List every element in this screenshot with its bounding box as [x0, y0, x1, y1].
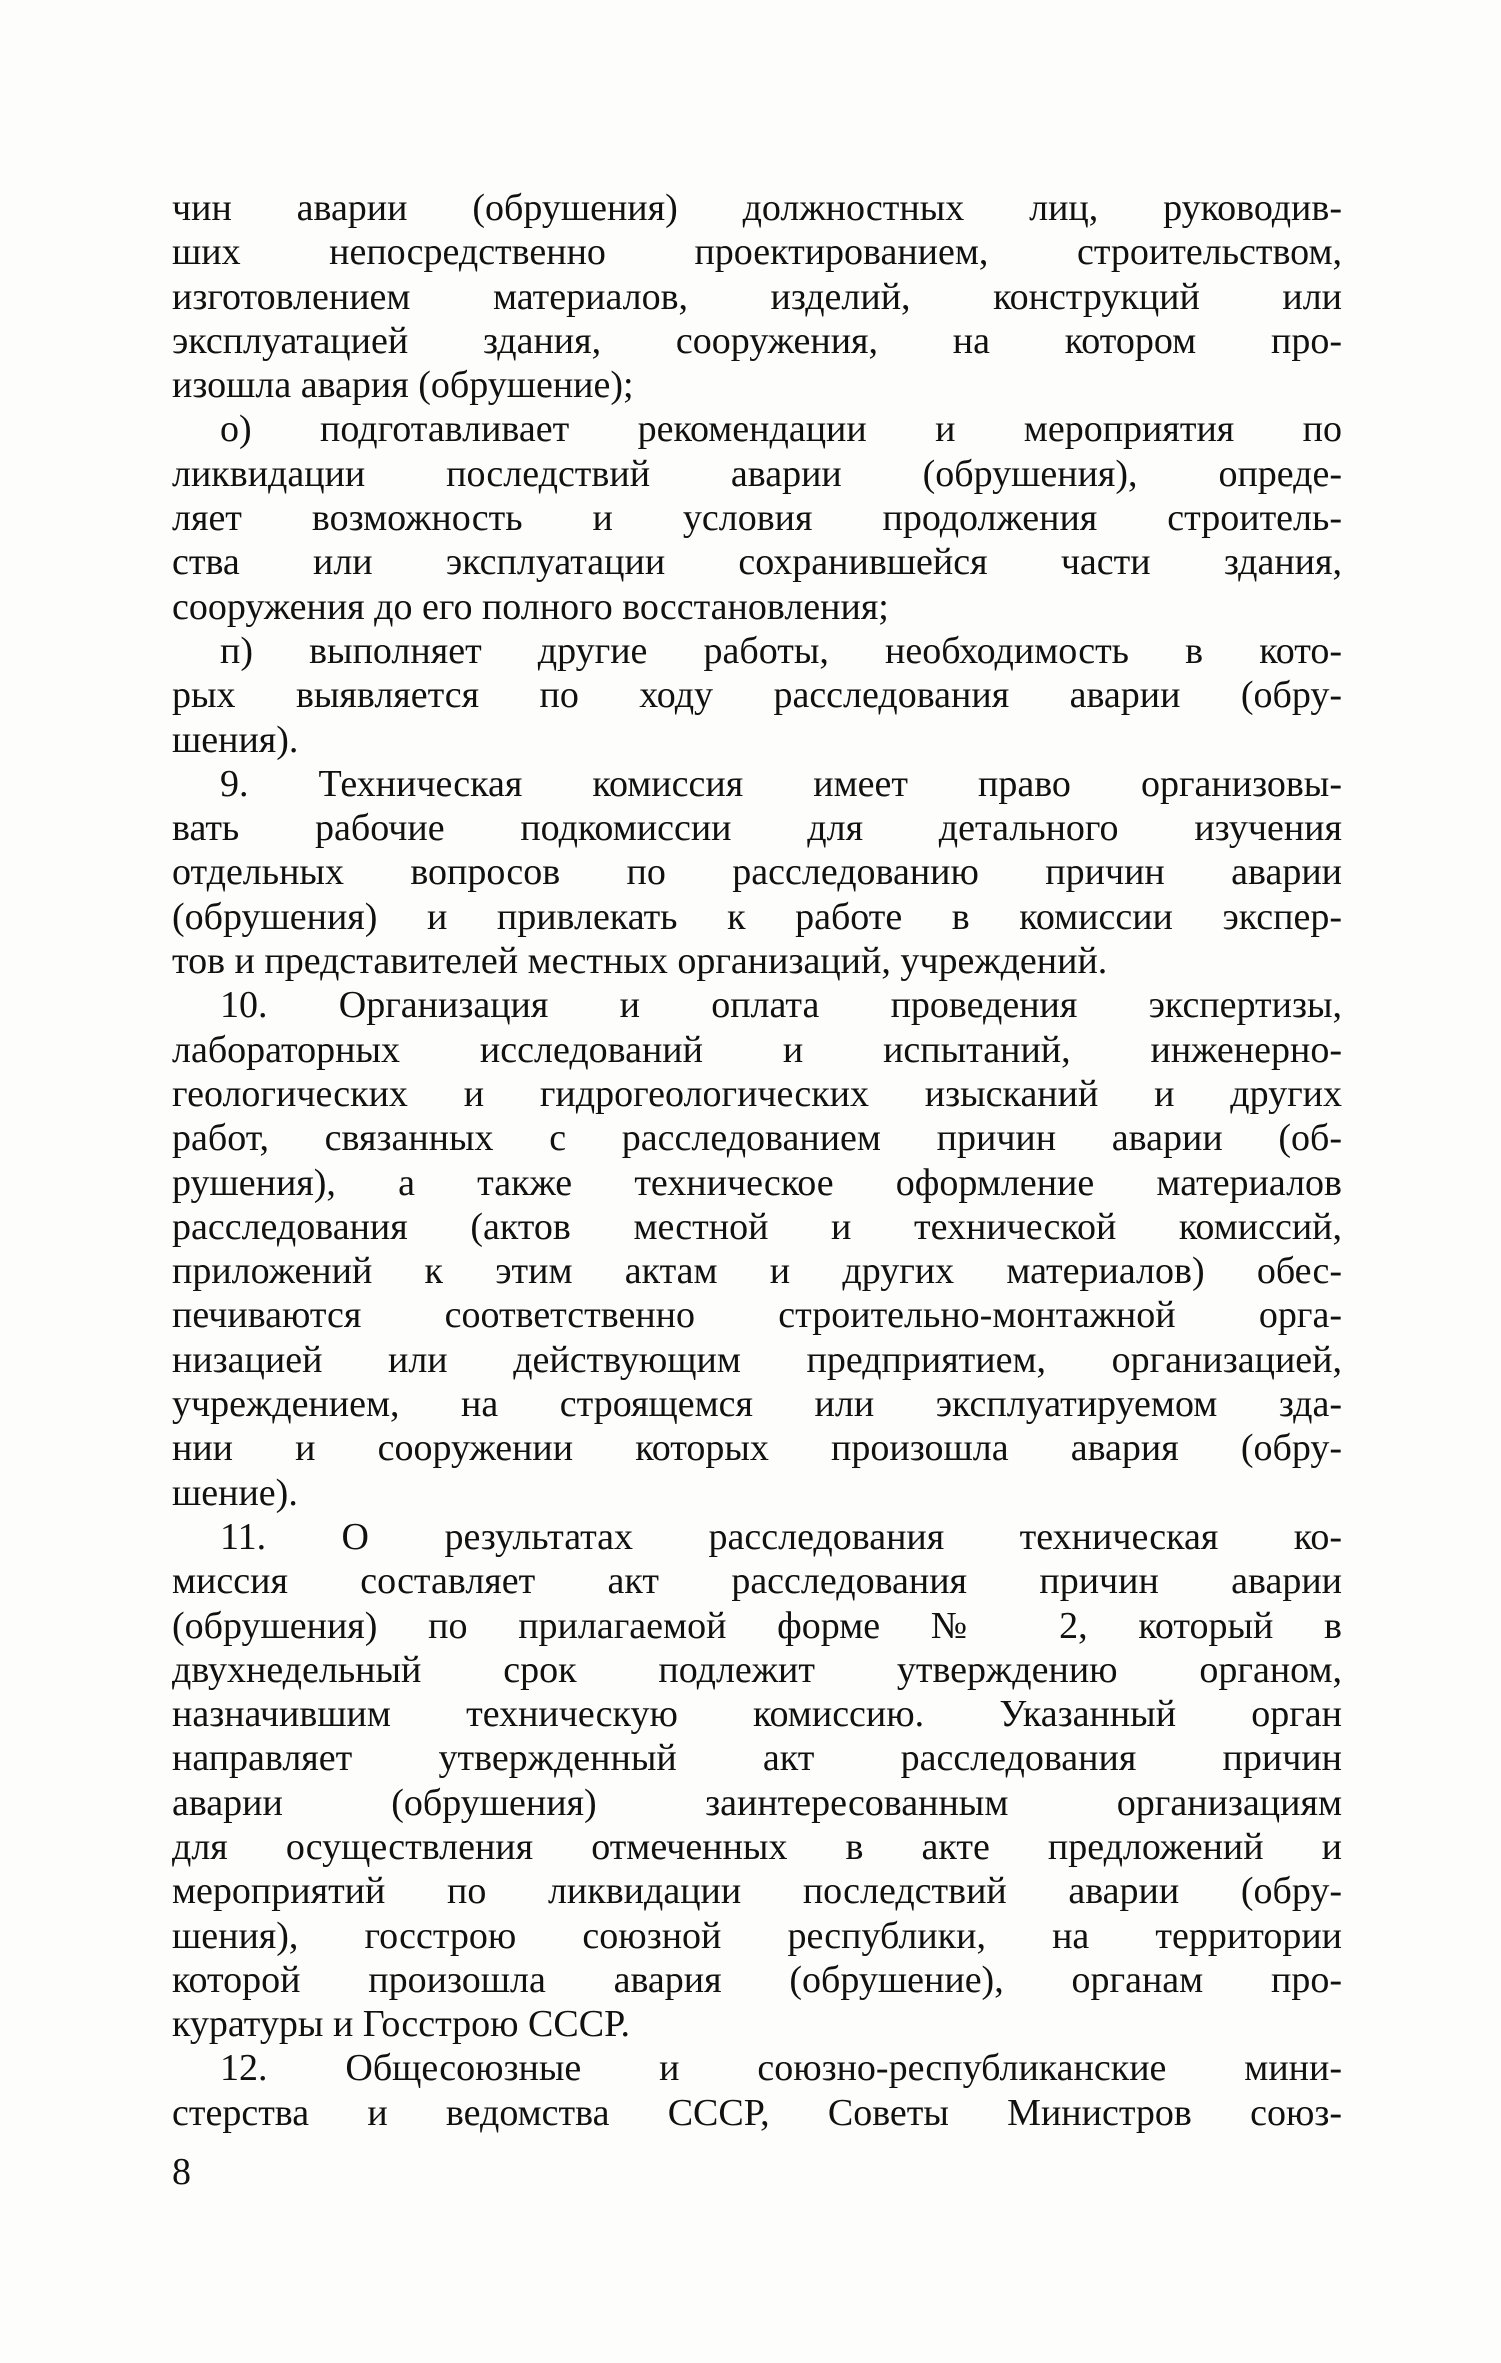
text-line: вать рабочие подкомиссии для детального изучения [172, 807, 1342, 850]
text-line: шения), госстрою союзной республики, на территории [172, 1914, 1342, 1957]
text-line: п) выполняет другие работы, необходимость в кото- [220, 629, 1342, 672]
text-line: ляет возможность и условия продолжения строитель- [172, 497, 1342, 540]
text-line: печиваются соответственно строительно-монтажной орга- [172, 1294, 1342, 1337]
text-line: двухнедельный срок подлежит утверждению органом, [172, 1648, 1342, 1691]
text-line: ших непосредственно проектированием, строительством, [172, 231, 1342, 274]
text-line: миссия составляет акт расследования причин аварии [172, 1560, 1342, 1603]
text-line: сооружения до его полного восстановления; [172, 585, 889, 628]
text-line: нии и сооружении которых произошла авария (обру- [172, 1427, 1342, 1470]
text-line: мероприятий по ликвидации последствий аварии (обру- [172, 1870, 1342, 1913]
text-line: 9. Техническая комиссия имеет право организовы- [220, 762, 1342, 805]
text-line: ликвидации последствий аварии (обрушения), опреде- [172, 452, 1342, 495]
text-line: стерства и ведомства СССР, Советы Министров союз- [172, 2091, 1342, 2134]
text-line: низацией или действующим предприятием, организацией, [172, 1338, 1342, 1381]
body-text [172, 186, 1342, 2135]
text-line: назначившим техническую комиссию. Указанный орган [172, 1693, 1342, 1736]
text-line: аварии (обрушения) заинтересованным организациям [172, 1781, 1342, 1824]
text-line: куратуры и Госстрою СССР. [172, 2003, 630, 2046]
text-line: эксплуатацией здания, сооружения, на котором про- [172, 319, 1342, 362]
text-line: (обрушения) и привлекать к работе в комиссии экспер- [172, 895, 1342, 938]
text-line: шения). [172, 718, 299, 761]
text-line: тов и представителей местных организаций, учреждений. [172, 940, 1108, 983]
text-line: ства или эксплуатации сохранившейся части здания, [172, 541, 1342, 584]
text-line: изошла авария (обрушение); [172, 364, 634, 407]
text-line: 12. Общесоюзные и союзно-республиканские мини- [220, 2047, 1342, 2090]
text-line: 11. О результатах расследования техническая ко- [220, 1515, 1342, 1558]
text-line: рушения), а также техническое оформление материалов [172, 1161, 1342, 1204]
text-line: о) подготавливает рекомендации и мероприятия по [220, 408, 1342, 451]
text-line: (обрушения) по прилагаемой форме № 2, который в [172, 1604, 1342, 1647]
text-line: чин аварии (обрушения) должностных лиц, руководив- [172, 187, 1342, 229]
text-line: лабораторных исследований и испытаний, инженерно- [172, 1028, 1342, 1071]
text-line: шение). [172, 1471, 298, 1514]
text-line: для осуществления отмеченных в акте предложений и [172, 1825, 1342, 1868]
text-line: расследования (актов местной и технической комиссий, [172, 1205, 1342, 1248]
text-line: геологических и гидрогеологических изысканий и других [172, 1072, 1342, 1115]
text-line: 10. Организация и оплата проведения экспертизы, [220, 984, 1342, 1027]
text-line: отдельных вопросов по расследованию причин аварии [172, 851, 1342, 894]
text-line: которой произошла авария (обрушение), органам про- [172, 1958, 1342, 2001]
text-line: изготовлением материалов, изделий, конструкций или [172, 275, 1342, 318]
text-line: приложений к этим актам и других материалов) обес- [172, 1250, 1342, 1293]
text-line: работ, связанных с расследованием причин аварии (об- [172, 1117, 1342, 1160]
text-line: учреждением, на строящемся или эксплуатируемом зда- [172, 1383, 1342, 1426]
page-number: 8 [172, 2151, 191, 2193]
text-line: направляет утвержденный акт расследования причин [172, 1737, 1342, 1780]
text-line: рых выявляется по ходу расследования аварии (обру- [172, 674, 1342, 717]
